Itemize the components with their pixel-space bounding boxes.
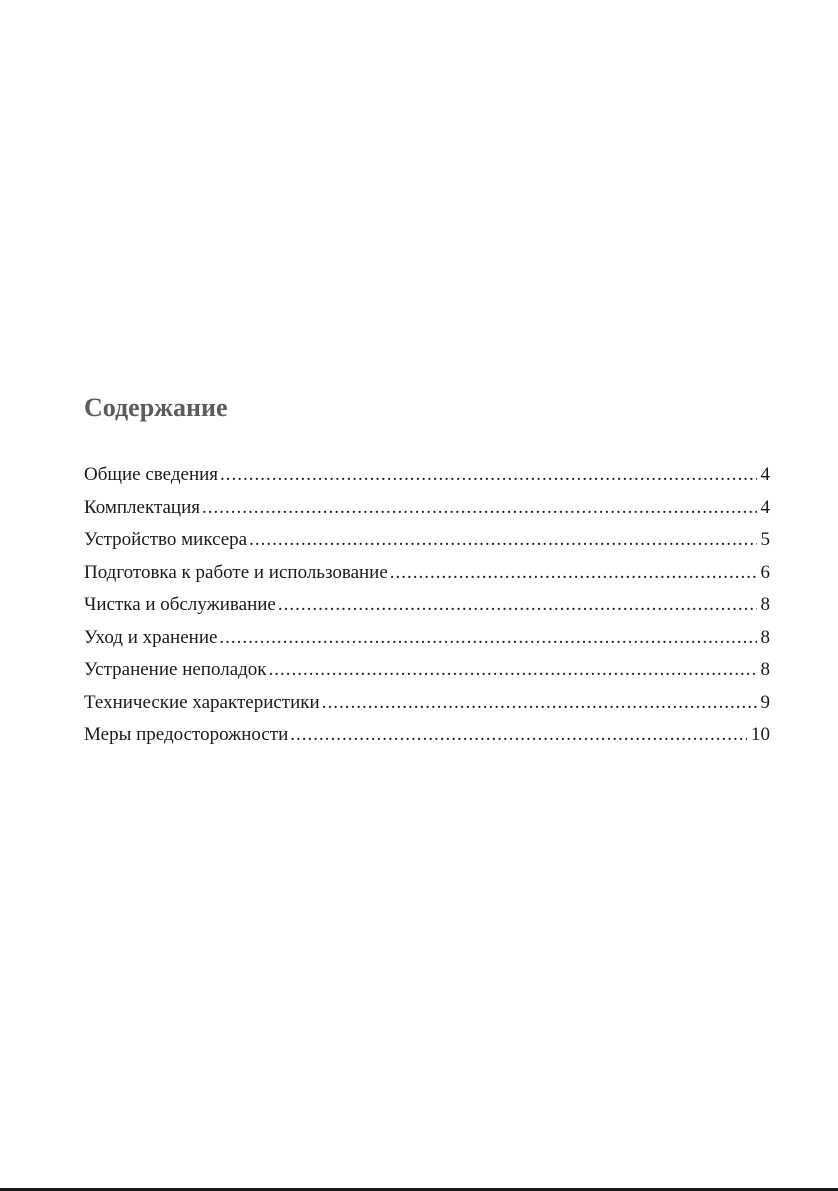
toc-entry — [84, 459, 770, 492]
toc-entry-page: 5 — [760, 529, 770, 550]
toc-dot-leader — [290, 719, 747, 752]
toc-entry — [84, 719, 770, 752]
toc-dot-leader — [249, 524, 756, 557]
toc-entry — [84, 589, 770, 622]
toc-entry-label: Меры предосторожности — [84, 724, 289, 745]
toc-entry-label: Устройство миксера — [84, 529, 248, 550]
toc-entry-page: 4 — [760, 496, 770, 518]
toc-entry-label: Подготовка к работе и использование — [84, 561, 388, 583]
toc-entry-label: Чистка и обслуживание — [84, 594, 276, 615]
toc-dot-leader — [390, 557, 757, 590]
toc-dot-leader — [219, 622, 756, 655]
toc-entry-page: 9 — [760, 691, 770, 713]
toc-entry-page: 8 — [760, 659, 770, 680]
toc-entry-page: 8 — [760, 594, 770, 615]
toc-entry — [84, 524, 770, 557]
toc-entry-label: Технические характеристики — [84, 691, 320, 713]
toc-entry — [84, 687, 770, 720]
toc-entry-page: 6 — [760, 561, 770, 583]
toc-dot-leader — [220, 459, 756, 492]
table-of-contents — [84, 388, 770, 752]
toc-dot-leader — [202, 492, 757, 525]
toc-entry-page: 10 — [751, 724, 770, 745]
toc-entry — [84, 557, 770, 590]
toc-list — [84, 459, 770, 752]
toc-entry-label: Общие сведения — [84, 464, 219, 485]
toc-dot-leader — [269, 654, 757, 687]
toc-entry-label: Устранение неполадок — [84, 659, 267, 680]
toc-dot-leader — [278, 589, 757, 622]
toc-entry — [84, 654, 770, 687]
toc-entry-page: 4 — [760, 464, 770, 485]
toc-entry-page: 8 — [760, 626, 770, 648]
toc-entry-label: Комплектация — [84, 496, 200, 518]
toc-dot-leader — [322, 687, 757, 720]
toc-title: Содержание — [84, 393, 228, 422]
toc-entry-label: Уход и хранение — [84, 626, 218, 648]
toc-entry — [84, 622, 770, 655]
toc-entry — [84, 492, 770, 525]
